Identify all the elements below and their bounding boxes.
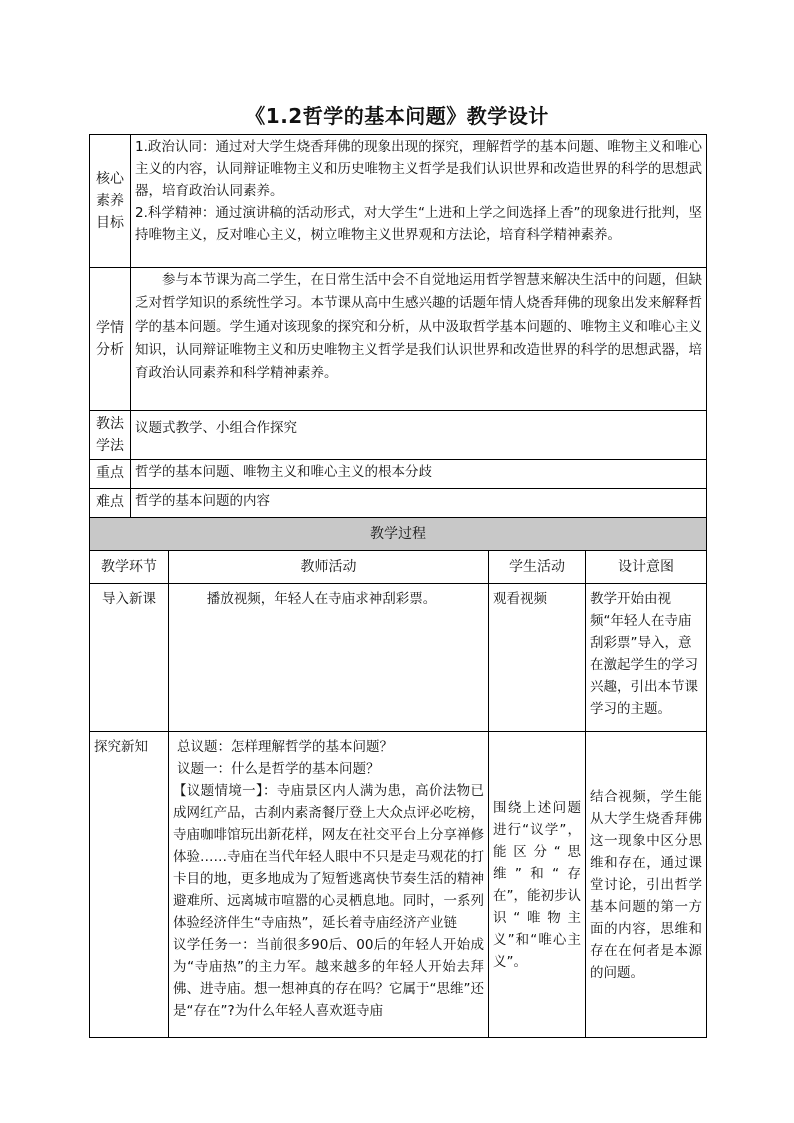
column-header-stage: 教学环节 — [90, 551, 169, 584]
key-point-row — [90, 460, 707, 489]
goals-row — [90, 135, 707, 268]
process-header-row — [90, 518, 707, 551]
intent-cell: 结合视频，学生能从大学生烧香拜佛这一现象中区分思维和存在，通过课堂讨论，引出哲学基本问题的第一方面的内容，思维和存在在何者是本源的问题。 — [586, 732, 707, 1038]
key-point-label: 重点 — [90, 460, 131, 489]
difficulty-label: 难点 — [90, 489, 131, 518]
process-columns-row — [90, 551, 707, 584]
difficulty-row — [90, 489, 707, 518]
goals-label: 核心素养目标 — [90, 135, 131, 268]
stage-cell: 导入新课 — [90, 584, 169, 732]
intent-cell: 教学开始由视频“年轻人在寺庙刮彩票”导入，意在激起学生的学习兴趣，引出本节课学习的主题。 — [586, 584, 707, 732]
difficulty-content: 哲学的基本问题的内容 — [131, 489, 707, 518]
student-cell: 围绕上述问题进行“议学”，能区分“思维”和“存在”，能初步认识“唯物主义”和“唯心主义”。 — [489, 732, 586, 1038]
goals-content — [131, 135, 707, 268]
page-title: 《1.2哲学的基本问题》教学设计 — [245, 104, 549, 128]
student-cell: 观看视频 — [489, 584, 586, 732]
analysis-content: 参与本节课为高二学生，在日常生活中会不自觉地运用哲学智慧来解决生活中的问题，但缺乏对哲学知识的系统性学习。本节课从高中生感兴趣的话题年情人烧香拜佛的现象出发来解释哲学的基本问题。学生通对该现象的探究和分析，从中汲取哲学基本问题的、唯物主义和唯心主义知识，认同辩证唯物主义和历史唯物主义哲学是我们认识世界和改造世界的科学的思想武器，培育政治认同素养和科学精神素养。 — [131, 268, 707, 411]
teacher-cell: 播放视频，年轻人在寺庙求神刮彩票。 — [169, 584, 489, 732]
column-header-intent: 设计意图 — [586, 551, 707, 584]
stage-cell: 探究新知 — [90, 732, 169, 1038]
goal-item: 2.科学精神：通过演讲稿的活动形式，对大学生“上进和上学之间选择上香”的现象进行批判，坚持唯物主义，反对唯心主义，树立唯物主义世界观和方法论，培育科学精神素养。 — [135, 205, 703, 243]
column-header-teacher: 教师活动 — [169, 551, 489, 584]
analysis-label: 学情分析 — [90, 268, 131, 411]
methods-label: 教法学法 — [90, 411, 131, 460]
methods-content: 议题式教学、小组合作探究 — [131, 411, 707, 460]
teacher-cell: 总议题：怎样理解哲学的基本问题？ 议题一：什么是哲学的基本问题？ 【议题情境一】：寺庙景区内人满为患，高价法物已成网红产品，古刹内素斋餐厅登上大众点评必吃榜，寺庙咖啡馆玩出新花样，网友在社交平台上分享禅修体验……寺庙在当代年轻人眼中不只是走马观花的打卡目的地，更多地成为了短暂逃离快节奏生活的精神避难所、远离城市喧嚣的心灵栖息地。同时，一系列体验经济伴生“寺庙热”，延长着寺庙经济产业链 议学任务一：当前很多90后、00后的年轻人开始成为“寺庙热”的主力军。越来越多的年轻人开始去拜佛、进寺庙。想一想神真的存在吗？它属于“思维”还是“存在”?为什么年轻人喜欢逛寺庙 — [169, 732, 489, 1038]
process-row-intro — [90, 584, 707, 732]
process-header: 教学过程 — [90, 518, 707, 551]
process-row-explore — [90, 732, 707, 1038]
key-point-content: 哲学的基本问题、唯物主义和唯心主义的根本分歧 — [131, 460, 707, 489]
methods-row — [90, 411, 707, 460]
analysis-row — [90, 268, 707, 411]
goal-item: 1.政治认同：通过对大学生烧香拜佛的现象出现的探究，理解哲学的基本问题、唯物主义和唯心主义的内容，认同辩证唯物主义和历史唯物主义哲学是我们认识世界和改造世界的科学的思想武器，培育政治认同素养。 — [135, 139, 703, 199]
column-header-student: 学生活动 — [489, 551, 586, 584]
lesson-plan-table — [89, 134, 707, 1038]
